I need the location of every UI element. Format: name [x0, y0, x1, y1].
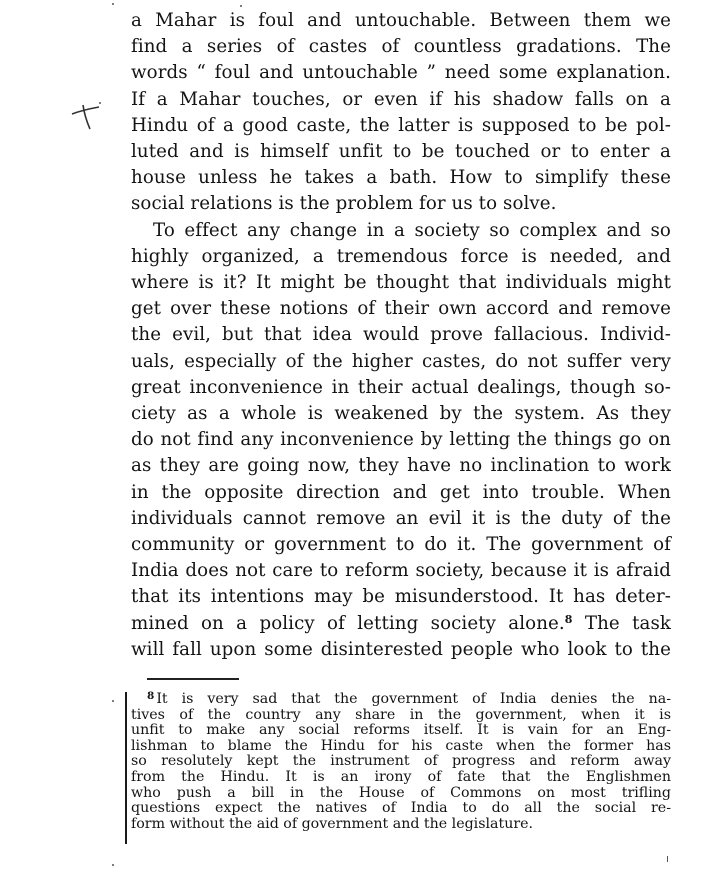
text-line-content: To effect any change in a society so complex and so [153, 219, 671, 241]
footnote [131, 689, 671, 832]
text-line-content: social relations is the problem for us to solve. [131, 193, 557, 215]
text-line-content: ciety as a whole is weakened by the system. As they [131, 403, 671, 425]
text-after-footnote-ref: The task [572, 612, 672, 634]
text-line-content: India does not care to reform society, because it is afraid [131, 560, 671, 582]
text-line [131, 8, 671, 34]
text-line-content: in the opposite direction and get into trouble. When [131, 481, 671, 503]
text-line [131, 322, 671, 348]
text-line-content: If a Mahar touches, or even if his shadow falls on a [131, 88, 671, 110]
footnote-line [131, 754, 671, 770]
footnote-line [131, 770, 671, 786]
footnote-line [131, 689, 671, 708]
text-line [131, 296, 671, 322]
footnote-line-content: tives of the country any share in the government, when it is [131, 706, 671, 723]
margin-bracket-mark [125, 692, 127, 844]
footnote-line-content: unfit to make any social reforms itself. It is vain for an Eng- [131, 722, 671, 739]
text-line-content: great inconvenience in their actual dealings, though so- [131, 376, 671, 398]
footnote-separator-rule [147, 678, 239, 680]
text-line-content: luted and is himself unfit to be touched or to enter a [131, 141, 671, 163]
text-line-content: highly organized, a tremendous force is needed, and [131, 245, 671, 267]
text-line [131, 584, 671, 610]
text-line [131, 270, 671, 296]
text-line [131, 34, 671, 60]
text-line [131, 113, 671, 139]
text-line-content: get over these notions of their own accord and remove [131, 298, 671, 320]
footnote-line-content: lishman to blame the Hindu for his caste when the former has [131, 737, 671, 754]
text-line-content: find a series of castes of countless gradations. The [131, 36, 671, 58]
text-line-content: that its intentions may be misunderstood. It has deter- [131, 586, 671, 608]
main-text [131, 8, 671, 663]
text-line [131, 637, 671, 663]
text-line [131, 401, 671, 427]
text-line-content: a Mahar is foul and untouchable. Between them we [131, 10, 671, 31]
text-line [131, 480, 671, 506]
text-line [131, 139, 671, 165]
footnote-number: 8 [147, 690, 155, 702]
text-line [131, 191, 671, 217]
text-line-content: do not find any inconvenience by letting the things go on [131, 429, 671, 451]
text-line [131, 375, 671, 401]
footnote-line-content: from the Hindu. It is an irony of fate that the Englishmen [131, 768, 671, 785]
footnote-line [131, 739, 671, 755]
footnote-line [131, 786, 671, 802]
footnote-line [131, 801, 671, 817]
footnote-line-content: It is very sad that the government of India denies the na- [156, 691, 671, 707]
footnote-line [131, 817, 671, 833]
text-line-content: individuals cannot remove an evil it is the duty of the [131, 507, 671, 529]
text-line-content: community or government to do it. The government of [131, 534, 671, 556]
text-line-content: the evil, but that idea would prove fallacious. Individ- [131, 324, 671, 346]
text-line-content: as they are going now, they have no inclination to work [131, 455, 671, 477]
footnote-line-content: so resolutely kept the instrument of progress and reform away [131, 753, 671, 770]
footnote-line [131, 723, 671, 739]
footnote-line [131, 708, 671, 724]
text-line [131, 558, 671, 584]
text-line [131, 506, 671, 532]
text-line-content: where is it? It might be thought that individuals might [131, 272, 671, 294]
text-line [131, 165, 671, 191]
footnote-reference-8[interactable]: 8 [564, 612, 573, 626]
text-line [131, 218, 671, 244]
text-line [131, 427, 671, 453]
text-line-content: will fall upon some disinterested people who look to the [131, 638, 671, 660]
footnote-line-content: who push a bill in the House of Commons on most trifling [131, 784, 671, 801]
text-line [131, 349, 671, 375]
text-line [131, 532, 671, 558]
text-line [131, 453, 671, 479]
text-line-content: mined on a policy of letting society alone. [131, 612, 565, 634]
text-line [131, 87, 671, 113]
text-line-content: house unless he takes a bath. How to simplify these [131, 167, 671, 189]
text-line-content: uals, especially of the higher castes, do not suffer very [131, 350, 671, 372]
text-line [131, 611, 671, 637]
text-line [131, 60, 671, 86]
footnote-line-content: questions expect the natives of India to do all the social re- [131, 800, 671, 817]
text-line-content: Hindu of a good caste, the latter is supposed to be pol- [131, 114, 671, 136]
footnote-line-content: form without the aid of government and the legislature. [131, 815, 534, 832]
text-line-content: words “ foul and untouchable ” need some explanation. [131, 62, 671, 84]
text-line [131, 244, 671, 270]
